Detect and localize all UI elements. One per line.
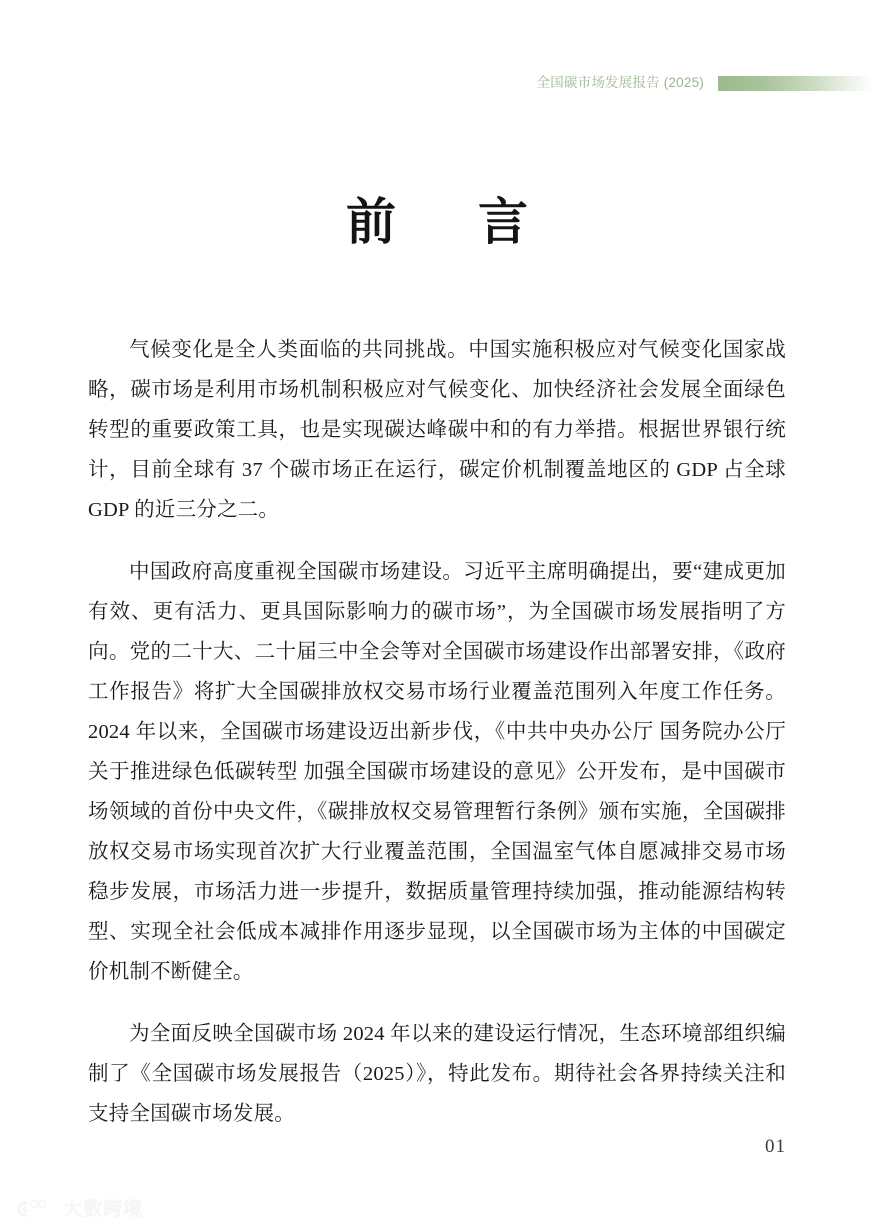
body-content [88,330,786,1134]
paragraph-3: 为全面反映全国碳市场 2024 年以来的建设运行情况，生态环境部组织编制了《全国碳市场发展报告（2025）》，特此发布。期待社会各界持续关注和支持全国碳市场发展。 [88,1023,786,1125]
watermark-label: 大数跨境 [63,1198,144,1220]
page-title: 前 言 [346,193,544,250]
watermark [14,1198,143,1220]
watermark-logo-icon [14,1198,56,1220]
paragraph-2: 中国政府高度重视全国碳市场建设。习近平主席明确提出，要“建成更加有效、更有活力、更具国际影响力的碳市场”，为全国碳市场发展指明了方向。党的二十大、二十届三中全会等对全国碳市场建设作出部署安排，《政府工作报告》将扩大全国碳排放权交易市场行业覆盖范围列入年度工作任务。2024 年以来，全国碳市场建设迈出新步伐，《中共中央办公厅 国务院办公厅关于推进绿色低碳转型 加强全国碳市场建设的意见》公开发布，是中国碳市场领域的首份中央文件，《碳排放权交易管理暂行条例》颁布实施，全国碳排放权交易市场实现首次扩大行业覆盖范围，全国温室气体自愿减排交易市场稳步发展，市场活力进一步提升，数据质量管理持续加强，推动能源结构转型、实现全社会低成本减排作用逐步显现，以全国碳市场为主体的中国碳定价机制不断健全。 [88,561,786,983]
page-number: 01 [765,1136,786,1157]
paragraph-1: 气候变化是全人类面临的共同挑战。中国实施积极应对气候变化国家战略，碳市场是利用市场机制积极应对气候变化、加快经济社会发展全面绿色转型的重要政策工具，也是实现碳达峰碳中和的有力举措。根据世界银行统计，目前全球有 37 个碳市场正在运行，碳定价机制覆盖地区的 GDP 占全球 GDP 的近三分之二。 [88,339,786,521]
header-gradient-rule [718,76,874,91]
page-header [0,70,874,96]
header-report-title: 全国碳市场发展报告 (2025) [536,75,704,91]
